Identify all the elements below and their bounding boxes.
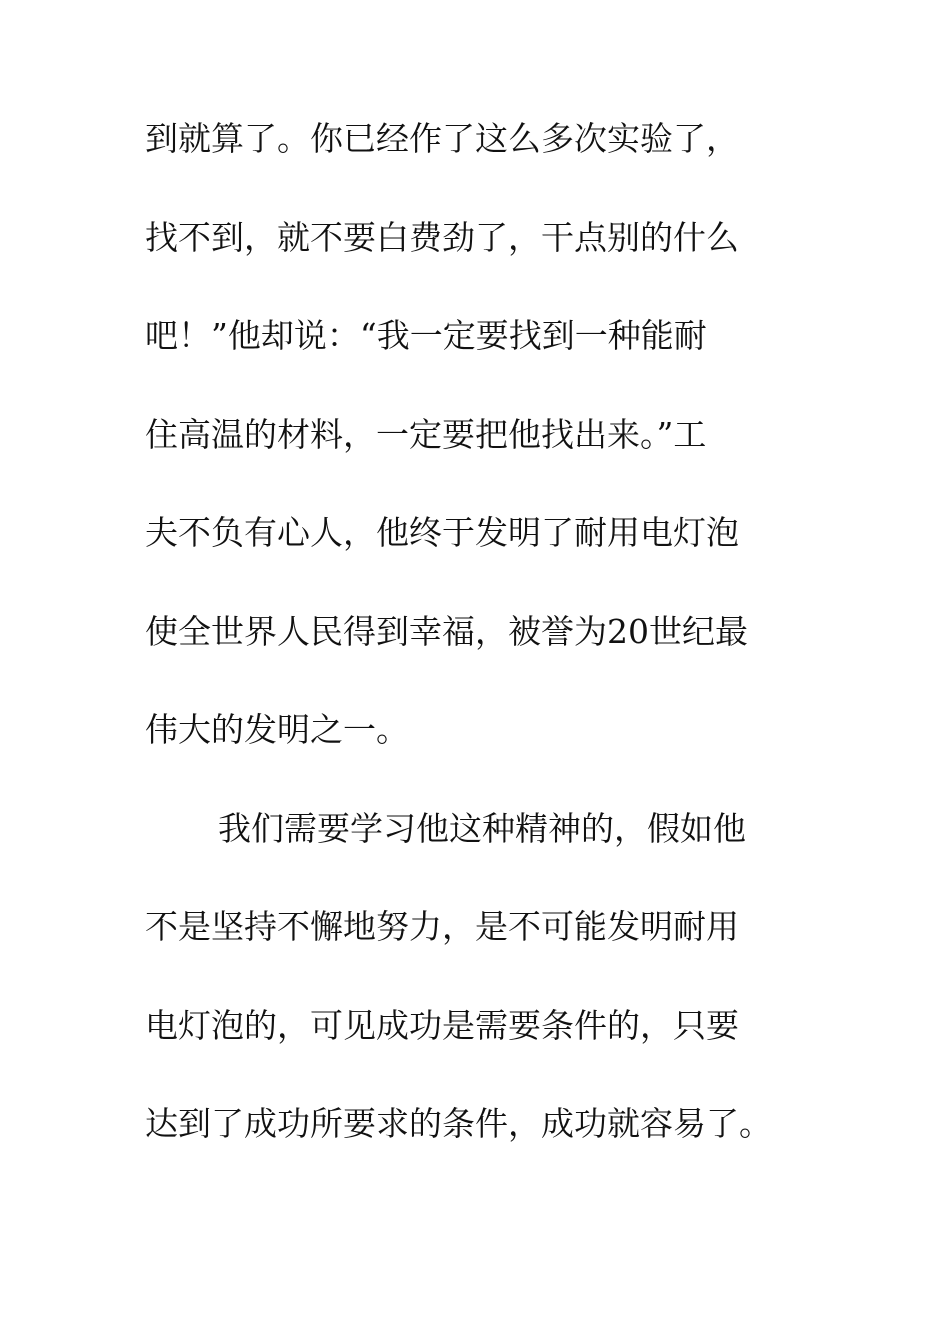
- document-body: [145, 119, 815, 1206]
- text-line: 吧！”他却说：“我一定要找到一种能耐: [145, 316, 707, 355]
- paragraph-start-line: 我们需要学习他这种精神的，假如他: [218, 808, 746, 848]
- text-line: 夫不负有心人，他终于发明了耐用电灯泡: [145, 513, 739, 552]
- text-line: 到就算了。你已经作了这么多次实验了，: [145, 119, 739, 158]
- text-line: 电灯泡的，可见成功是需要条件的，只要: [145, 1005, 739, 1045]
- text-line: 找不到，就不要白费劲了，干点别的什么: [145, 217, 739, 257]
- text-line: 使全世界人民得到幸福，被誉为20世纪最: [145, 611, 748, 651]
- text-line: 伟大的发明之一。: [145, 710, 409, 749]
- text-line: 达到了成功所要求的条件，成功就容易了。: [145, 1104, 772, 1143]
- text-line: 不是坚持不懈地努力，是不可能发明耐用: [145, 907, 739, 946]
- text-line: 住高温的材料，一定要把他找出来。”工: [145, 414, 707, 454]
